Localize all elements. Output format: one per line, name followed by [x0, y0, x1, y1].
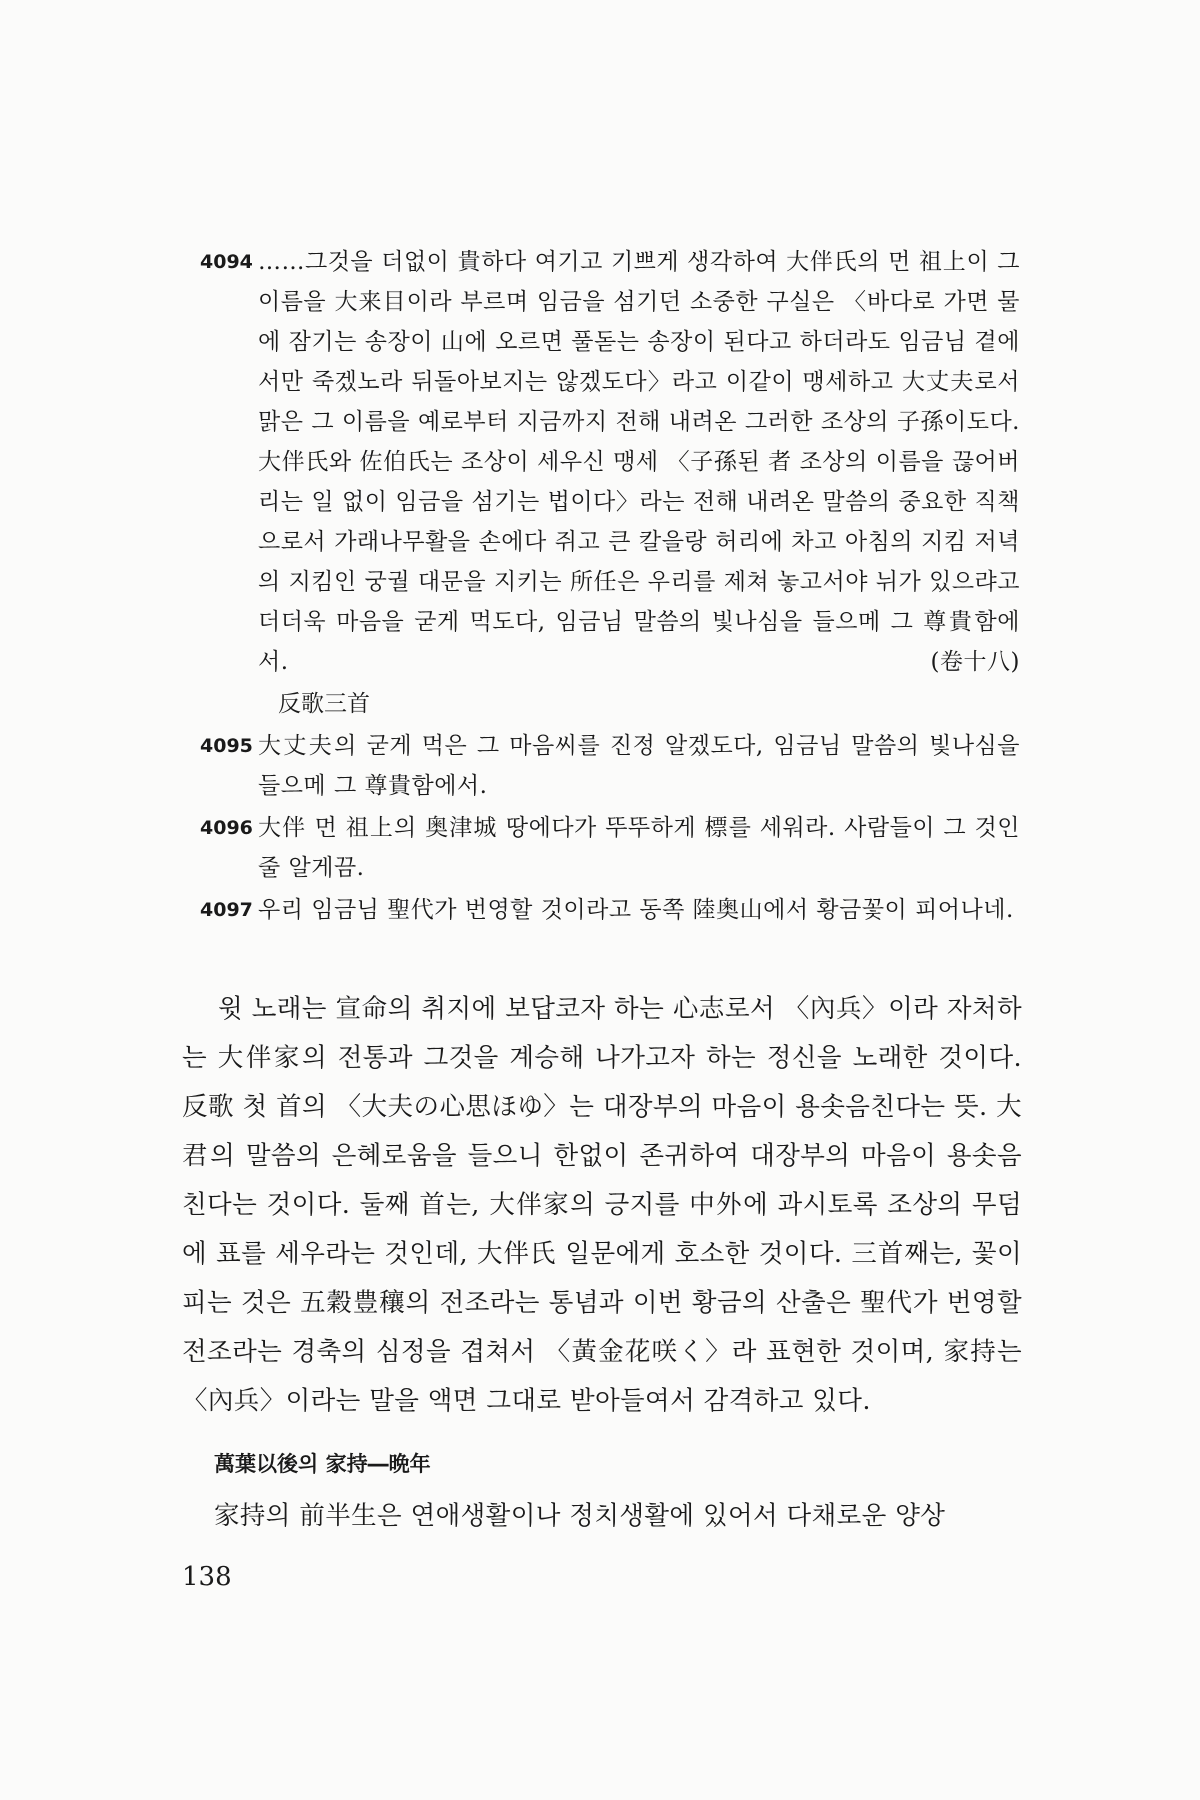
poem-number: 4096: [200, 817, 253, 839]
section-heading: 萬葉以後의 家持―晩年: [214, 1452, 431, 1476]
poem-text: [258, 242, 1020, 682]
poem-entry-4097: [200, 890, 1020, 930]
poem-block: [200, 242, 1020, 930]
hanka-title: 反歌三首: [278, 691, 370, 717]
page-number: 138: [182, 1562, 232, 1592]
poem-text: 大伴 먼 祖上의 奥津城 땅에다가 뚜뚜하게 標를 세워라. 사람들이 그 것인 줄 알게끔.: [258, 815, 1020, 881]
poem-entry-4095: [200, 726, 1020, 806]
poem-number: 4094: [200, 251, 253, 273]
commentary-paragraph: 윗 노래는 宣命의 취지에 보답코자 하는 心志로서 〈內兵〉이라 자처하는 大伴家의 전통과 그것을 계승해 나가고자 하는 정신을 노래한 것이다. 反歌 첫 首의 〈大夫の心思ほゆ〉는 대장부의 마음이 용솟음친다는 뜻. 大君의 말씀의 은혜로움을 들으니 한없이 존귀하여 대장부의 마음이 용솟음친다는 것이다. 둘째 首는, 大伴家의 긍지를 中外에 과시토록 조상의 무덤에 표를 세우라는 것인데, 大伴氏 일문에게 호소한 것이다. 三首째는, 꽃이 피는 것은 五穀豊穰의 전조라는 통념과 이번 황금의 산출은 聖代가 번영할 전조라는 경축의 심정을 겹쳐서 〈黃金花咲く〉라 표현한 것이며, 家持는 〈內兵〉이라는 말을 액면 그대로 받아들여서 감격하고 있다.: [182, 994, 1022, 1416]
poem-text: 우리 임금님 聖代가 번영할 것이라고 동쪽 陸奥山에서 황금꽃이 피어나네.: [258, 897, 1014, 923]
poem-number: 4095: [200, 735, 253, 757]
poem-entry-4094: [200, 242, 1020, 682]
section-body-text: 家持의 前半生은 연애생활이나 정치생활에 있어서 다채로운 양상: [214, 1501, 946, 1531]
poem-number: 4097: [200, 899, 253, 921]
poem-body: ……그것을 더없이 貴하다 여기고 기쁘게 생각하여 大伴氏의 먼 祖上이 그 이름을 大来目이라 부르며 임금을 섬기던 소중한 구실은 〈바다로 가면 물에 잠기는 송장이 山에 오르면 풀돋는 송장이 된다고 하더라도 임금님 곁에서만 죽겠노라 뒤돌아보지는 않겠도다〉라고 이같이 맹세하고 大丈夫로서 맑은 그 이름을 예로부터 지금까지 전해 내려온 그러한 조상의 子孫이도다. 大伴氏와 佐伯氏는 조상이 세우신 맹세 〈子孫된 者 조상의 이름을 끊어버리는 일 없이 임금을 섬기는 법이다〉라는 전해 내려온 말씀의 중요한 직책으로서 가래나무활을 손에다 쥐고 큰 칼을랑 허리에 차고 아침의 지킴 저녁의 지킴인 궁궐 대문을 지키는 所任은 우리를 제쳐 놓고서야 뉘가 있으랴고 더더욱 마음을 굳게 먹도다, 임금님 말씀의 빛나심을 들으메 그 尊貴함에서.: [258, 249, 1020, 675]
poem-text: 大丈夫의 굳게 먹은 그 마음씨를 진정 알겠도다, 임금님 말씀의 빛나심을 들으메 그 尊貴함에서.: [258, 733, 1020, 799]
poem-entry-4096: [200, 808, 1020, 888]
volume-reference: (卷十八): [930, 649, 1020, 675]
